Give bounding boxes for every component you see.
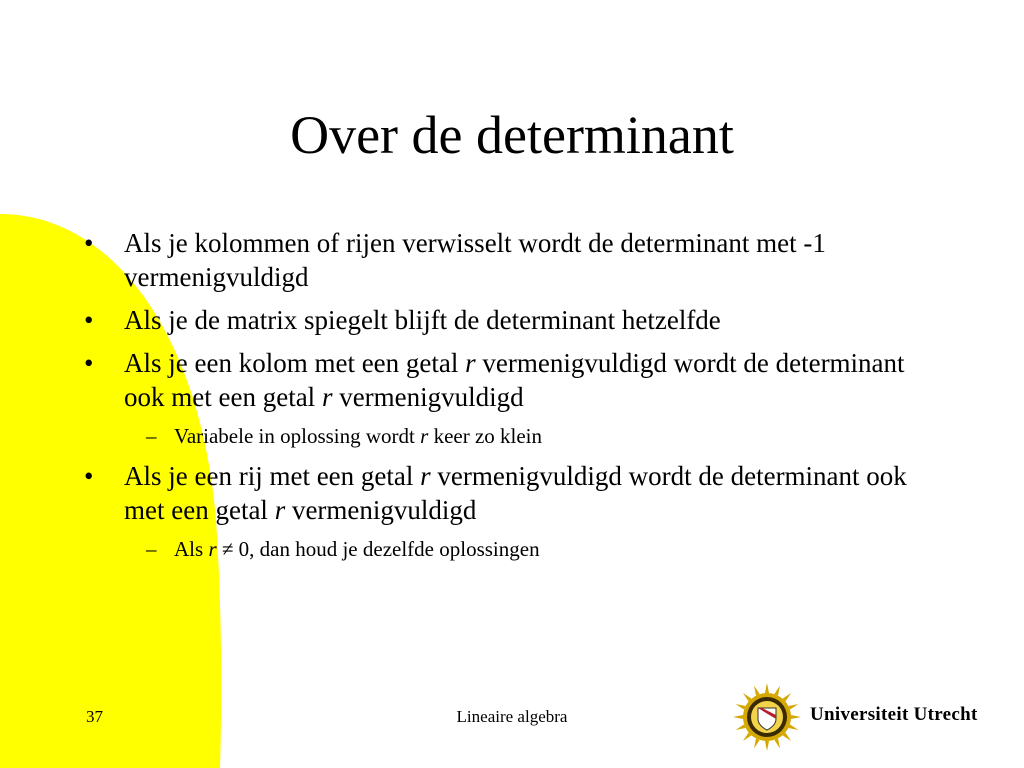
bullet-marker: • <box>84 461 94 491</box>
sub-bullet-item <box>84 422 944 450</box>
slide-number: 37 <box>86 707 103 726</box>
variable-r: r <box>420 461 431 491</box>
footer-course-title: Lineaire algebra <box>456 707 568 726</box>
bullet-marker: • <box>84 305 94 335</box>
variable-r: r <box>465 348 476 378</box>
bullet-marker: • <box>84 348 94 378</box>
sub-bullet-text: Als r ≠ 0, dan houd je dezelfde oplossingen <box>174 537 540 561</box>
variable-r: r <box>420 424 429 448</box>
sub-bullet-item <box>84 535 944 563</box>
bullet-text: Als je een rij met een getal r vermenigvuldigd wordt de determinant ook met een getal r vermenigvuldigd <box>124 461 907 525</box>
bullet-item <box>84 459 944 527</box>
sub-bullet-marker: – <box>146 537 157 561</box>
bullet-text: Als je een kolom met een getal r vermenigvuldigd wordt de determinant ook met een getal r vermenigvuldigd <box>124 348 905 412</box>
variable-r: r <box>321 382 333 412</box>
variable-r: r <box>208 537 217 561</box>
bullet-text: Als je de matrix spiegelt blijft de determinant hetzelfde <box>124 305 721 335</box>
bullet-list <box>84 226 944 572</box>
sub-bullet-text: Variabele in oplossing wordt r keer zo klein <box>174 424 543 448</box>
sub-bullet-marker: – <box>146 424 157 448</box>
bullet-item <box>84 346 944 414</box>
university-name: Universiteit Utrecht <box>810 704 978 725</box>
variable-r: r <box>274 495 286 525</box>
university-seal-icon <box>732 682 802 752</box>
bullet-item <box>84 303 944 337</box>
bullet-item <box>84 226 944 294</box>
bullet-marker: • <box>84 228 94 258</box>
bullet-text: Als je kolommen of rijen verwisselt wordt de determinant met -1 vermenigvuldigd <box>124 228 826 292</box>
slide-title: Over de determinant <box>290 105 734 165</box>
